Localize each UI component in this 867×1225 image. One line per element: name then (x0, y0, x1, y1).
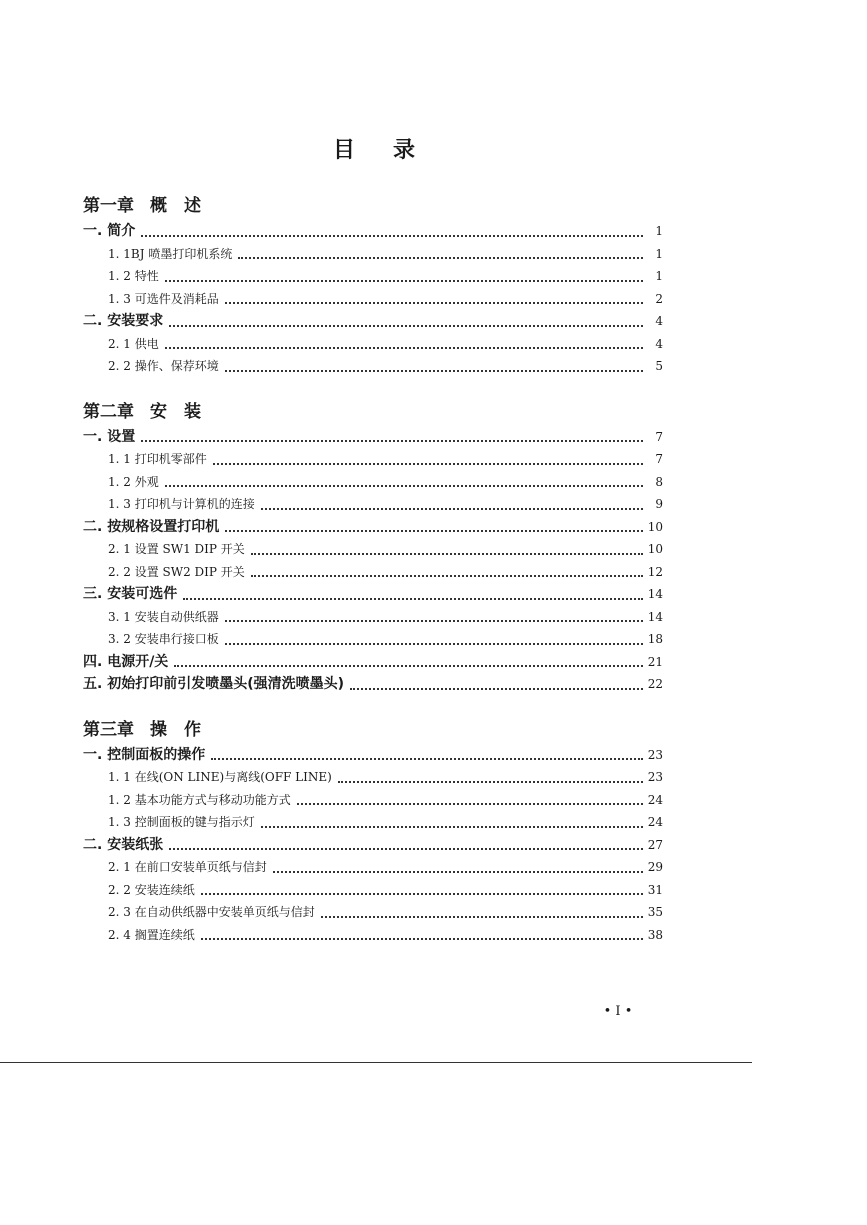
entry-label: 2. 2 安装连续纸 (108, 882, 195, 897)
entry-label: 四. 电源开/关 (83, 653, 169, 670)
toc-entry[interactable] (83, 493, 663, 516)
dot-leader (141, 235, 643, 237)
footer-page-number: • I • (603, 1004, 633, 1019)
dot-leader (338, 781, 643, 783)
dot-leader (213, 463, 643, 465)
dot-leader (169, 325, 643, 327)
toc-entry[interactable] (83, 448, 663, 471)
entry-label: 3. 2 安装串行接口板 (108, 632, 219, 646)
toc-entry[interactable] (83, 673, 663, 696)
dot-leader (165, 280, 643, 282)
title-char-right: 录 (393, 138, 418, 163)
toc-entry[interactable] (83, 333, 663, 356)
entry-label: 2. 2 操作、保荐环境 (108, 359, 219, 373)
dot-leader (165, 347, 643, 349)
entry-label: 二. 安装纸张 (83, 836, 164, 853)
entry-label: 1. 2 外观 (108, 474, 159, 489)
dot-leader (225, 530, 643, 532)
toc-entry[interactable] (83, 924, 663, 947)
entry-page: 5 (655, 359, 663, 373)
entry-page: 22 (647, 677, 663, 691)
entry-label: 三. 安装可选件 (83, 586, 178, 602)
chapter-heading-2 (83, 398, 663, 426)
toc-entry[interactable] (83, 243, 663, 266)
page-title (0, 133, 750, 164)
entry-label: 二. 按规格设置打印机 (83, 518, 220, 535)
toc-entry[interactable] (83, 766, 663, 789)
entry-page: 24 (647, 815, 663, 829)
entry-label: 2. 1 供电 (108, 336, 159, 351)
dot-leader (225, 620, 643, 622)
toc-entry[interactable] (83, 355, 663, 378)
entry-page: 7 (655, 452, 663, 466)
toc-entry[interactable] (83, 310, 663, 333)
entry-page: 10 (647, 519, 663, 534)
toc-entry[interactable] (83, 856, 663, 879)
entry-page: 31 (647, 882, 663, 897)
entry-page: 27 (647, 837, 663, 852)
entry-page: 14 (647, 609, 663, 624)
entry-page: 10 (647, 542, 663, 556)
dot-leader (350, 688, 643, 690)
entry-page: 1 (655, 246, 663, 261)
toc-entry[interactable] (83, 426, 663, 449)
chapter-heading-3 (83, 716, 663, 744)
chapter-prefix: 第一章 (83, 196, 134, 216)
dot-leader (297, 803, 643, 805)
entry-label: 2. 3 在自动供纸器中安装单页纸与信封 (108, 905, 315, 919)
toc-entry[interactable] (83, 265, 663, 288)
entry-label: 2. 1 在前口安装单页纸与信封 (108, 860, 267, 874)
toc-entry[interactable] (83, 651, 663, 674)
table-of-contents (83, 192, 663, 946)
entry-page: 24 (647, 792, 663, 807)
entry-page: 38 (647, 927, 663, 942)
entry-page: 18 (647, 632, 663, 646)
toc-entry[interactable] (83, 744, 663, 767)
entry-page: 12 (647, 564, 663, 579)
chapter-heading-1 (83, 192, 663, 220)
entry-page: 35 (647, 905, 663, 919)
toc-entry[interactable] (83, 288, 663, 311)
chapter-name: 安 装 (150, 401, 201, 422)
toc-entry[interactable] (83, 606, 663, 629)
entry-label: 1. 1 打印机零部件 (108, 452, 207, 466)
chapter-prefix: 第三章 (83, 719, 134, 740)
toc-entry[interactable] (83, 516, 663, 539)
entry-page: 4 (655, 314, 663, 328)
toc-entry[interactable] (83, 561, 663, 584)
toc-entry[interactable] (83, 879, 663, 902)
dot-leader (174, 665, 643, 667)
entry-label: 2. 4 搁置连续纸 (108, 927, 195, 942)
entry-label: 1. 3 控制面板的键与指示灯 (108, 815, 255, 829)
entry-label: 一. 简介 (83, 223, 136, 239)
entry-page: 21 (647, 654, 663, 669)
entry-page: 23 (647, 747, 663, 762)
entry-label: 1. 3 打印机与计算机的连接 (108, 497, 255, 511)
dot-leader (211, 758, 643, 760)
dot-leader (225, 643, 643, 645)
toc-entry[interactable] (83, 811, 663, 834)
entry-label: 一. 设置 (83, 428, 136, 445)
entry-label: 2. 2 设置 SW2 DIP 开关 (108, 564, 245, 579)
dot-leader (201, 938, 643, 940)
dot-leader (141, 440, 643, 442)
dot-leader (225, 370, 643, 372)
dot-leader (169, 848, 643, 850)
dot-leader (165, 485, 643, 487)
entry-page: 29 (647, 860, 663, 874)
dot-leader (261, 826, 643, 828)
dot-leader (183, 598, 643, 600)
dot-leader (238, 257, 643, 259)
entry-label: 一. 控制面板的操作 (83, 746, 206, 763)
entry-page: 23 (647, 770, 663, 784)
chapter-name: 概 述 (150, 196, 201, 216)
entry-page: 2 (655, 291, 663, 306)
entry-label: 二. 安装要求 (83, 313, 164, 329)
toc-entry[interactable] (83, 538, 663, 561)
entry-label: 五. 初始打印前引发喷墨头(强清洗喷墨头) (83, 676, 344, 692)
entry-page: 14 (647, 587, 663, 601)
dot-leader (321, 916, 643, 918)
dot-leader (225, 302, 643, 304)
dot-leader (251, 553, 643, 555)
chapter-name: 操 作 (150, 719, 201, 740)
toc-entry[interactable] (83, 220, 663, 243)
chapter-prefix: 第二章 (83, 401, 134, 422)
title-char-left: 目 (332, 138, 357, 163)
bottom-rule (0, 1062, 752, 1063)
entry-label: 1. 2 特性 (108, 269, 159, 283)
toc-entry[interactable] (83, 628, 663, 651)
entry-page: 4 (655, 336, 663, 351)
entry-label: 1. 1BJ 喷墨打印机系统 (108, 246, 233, 261)
toc-entry[interactable] (83, 901, 663, 924)
dot-leader (261, 508, 643, 510)
entry-page: 1 (655, 269, 663, 283)
entry-label: 1. 2 基本功能方式与移动功能方式 (108, 792, 291, 807)
entry-page: 8 (655, 474, 663, 489)
dot-leader (251, 575, 643, 577)
dot-leader (201, 893, 643, 895)
entry-page: 9 (655, 497, 663, 511)
toc-entry[interactable] (83, 789, 663, 812)
entry-label: 2. 1 设置 SW1 DIP 开关 (108, 542, 245, 556)
toc-entry[interactable] (83, 471, 663, 494)
entry-label: 3. 1 安装自动供纸器 (108, 609, 219, 624)
entry-label: 1. 1 在线(ON LINE)与离线(OFF LINE) (108, 770, 332, 784)
entry-label: 1. 3 可选件及消耗品 (108, 291, 219, 306)
entry-page: 7 (655, 429, 663, 444)
toc-entry[interactable] (83, 834, 663, 857)
dot-leader (273, 871, 643, 873)
entry-page: 1 (655, 224, 663, 238)
toc-entry[interactable] (83, 583, 663, 606)
